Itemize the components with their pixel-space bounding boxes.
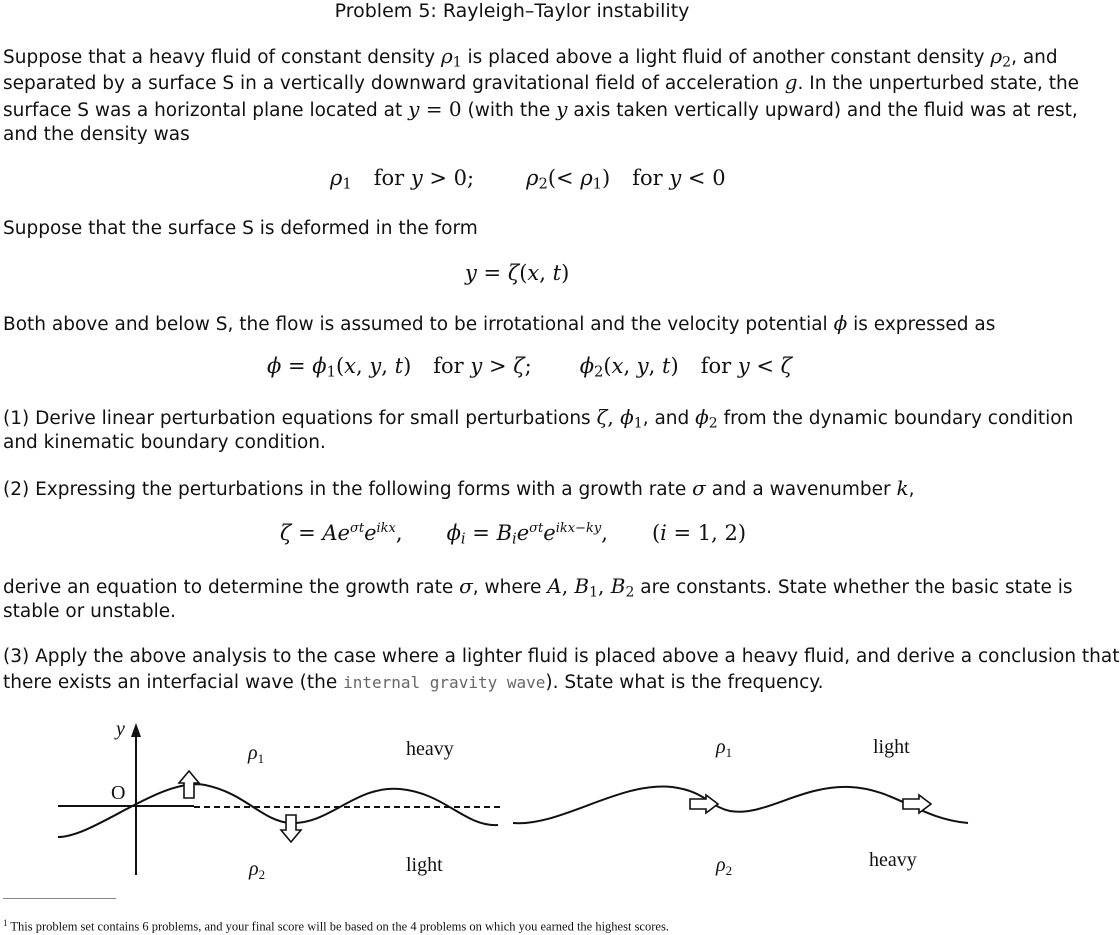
q2-text: (2) Expressing the perturbations in the following forms with a growth rate [3, 479, 693, 500]
rho2-label-left: $\rho_2$ [249, 858, 266, 882]
eq-word: for [632, 166, 670, 190]
intro-line-3 [3, 96, 1078, 124]
math-y: y [556, 97, 568, 121]
math-zeta-phi1: ζ, $\phi_1$ [596, 405, 643, 432]
math-g: g [784, 70, 798, 94]
question-3-line-1: (3) Apply the above analysis to the case where a lighter fluid is placed above a heavy fluid, and derive a conclusion that [3, 646, 1120, 667]
math-sigma: σ [459, 574, 473, 598]
rho1-label-right: $\rho_1$ [716, 736, 733, 760]
eq-word: for [700, 354, 738, 378]
rho2-label-right: $\rho_2$ [716, 854, 733, 878]
intro-text: is placed above a light fluid of another constant density [461, 47, 991, 68]
deformed-text: Suppose that the surface S is deformed in the form [3, 218, 478, 239]
intro-text: surface S was a horizontal plane located at [3, 100, 409, 121]
page-title: Problem 5: Rayleigh–Taylor instability [334, 0, 690, 22]
footnote-rule [3, 898, 116, 899]
q3-text: there exists an interfacial wave (the [3, 672, 344, 693]
math-phi: ϕ [833, 311, 848, 335]
q2-text: and a wavenumber [705, 479, 897, 500]
equation-surface: y = ζ(x, t) [465, 261, 570, 285]
interface-figure [0, 715, 1024, 885]
intro-line-4: and the density was [3, 124, 190, 145]
left-panel [58, 718, 500, 882]
eq-word: for [373, 166, 411, 190]
math-rho2: $\rho_2$ [990, 44, 1012, 71]
irrotational-text: Both above and below S, the flow is assumed to be irrotational and the velocity potential [3, 314, 834, 335]
irrotational-line [3, 310, 995, 338]
intro-line-2 [3, 69, 1079, 97]
light-label-right: light [873, 736, 910, 758]
q1-text: (1) Derive linear perturbation equations for small perturbations [3, 408, 597, 429]
question-2-line-3: stable or unstable. [3, 601, 177, 622]
rho1-label-left: $\rho_1$ [248, 742, 265, 766]
intro-text: , and [1011, 47, 1058, 68]
math-k: k [896, 476, 909, 500]
math-constants: A, $B_1$, $B_2$ [547, 574, 635, 601]
question-3-line-2 [3, 670, 823, 696]
q1-text: , and [642, 408, 696, 429]
equation-density: $\rho_1$ for y > 0; $\rho_2(< \rho_1)$ for y < 0 [330, 166, 726, 193]
footnote-text: This problem set contains 6 problems, and your final score will be based on the 4 problems on which you earned the highest scores. [10, 919, 669, 934]
heavy-label-right: heavy [869, 849, 917, 871]
q2-text: , where [472, 577, 548, 598]
q1-text: from the dynamic boundary condition [717, 408, 1074, 429]
origin-label: O [111, 782, 126, 804]
code-internal-gravity-wave: internal gravity wave [343, 673, 546, 692]
intro-text: Suppose that a heavy fluid of constant density [3, 47, 441, 68]
footnote-mark: 1 [3, 918, 8, 928]
wave-curve [513, 786, 968, 823]
footnote [3, 918, 669, 935]
q2-text: are constants. State whether the basic state is [634, 577, 1073, 598]
math-rho1: $\rho_1$ [440, 44, 462, 71]
irrotational-text: is expressed as [847, 314, 996, 335]
eq-word: for [433, 354, 471, 378]
light-label-left: light [406, 854, 443, 876]
right-panel [513, 736, 968, 878]
q2-text: derive an equation to determine the growth rate [3, 577, 460, 598]
math-y-eq-0: y = 0 [408, 97, 462, 121]
arrow-right-icon [903, 795, 931, 813]
q2-text: , [908, 479, 915, 500]
y-axis-label: y [116, 718, 125, 740]
equation-modes: $\zeta = Ae^{\sigma t}e^{ikx}$, $\phi_i = B_ie^{\sigma t}e^{ikx-ky}$, (i = 1, 2) [280, 521, 747, 548]
intro-text: (with the [461, 100, 557, 121]
equation-phi: $\phi = \phi_1(x$, y, t) for y > ζ; $\phi_2(x$, y, t) for y < ζ [267, 354, 793, 381]
arrow-down-icon [281, 815, 301, 842]
intro-text: axis taken vertically upward) and the fluid was at rest, [567, 100, 1078, 121]
heavy-label-left: heavy [406, 738, 454, 760]
intro-text: . In the unperturbed state, the [797, 73, 1080, 94]
intro-text: separated by a surface S in a vertically downward gravitational field of acceleration [3, 73, 785, 94]
question-2-line-1 [3, 475, 915, 503]
y-axis-arrowhead [131, 723, 141, 737]
q3-text: ). State what is the frequency. [545, 672, 824, 693]
math-sigma: σ [692, 476, 706, 500]
math-phi2: $\phi_2$ [695, 405, 718, 432]
question-1-line-2: and kinematic boundary condition. [3, 432, 326, 453]
